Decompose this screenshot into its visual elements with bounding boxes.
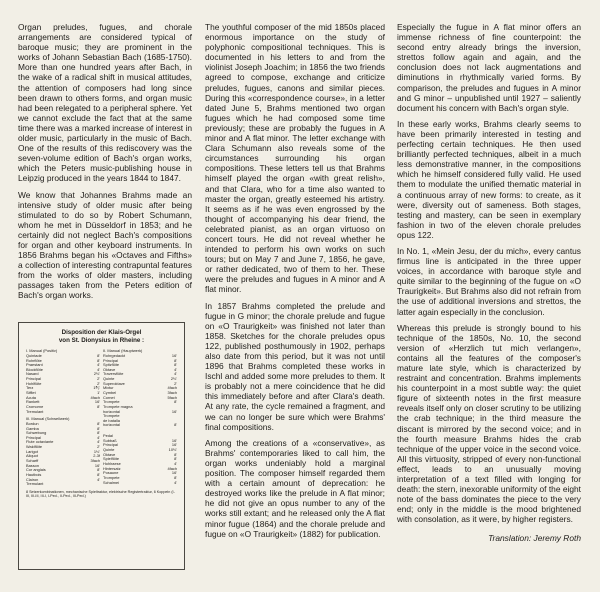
stop-name: Larigot bbox=[26, 449, 38, 454]
stop-pitch: 8' bbox=[97, 472, 100, 477]
stop-pitch: 4fach bbox=[167, 386, 177, 391]
stop-name: Principal bbox=[26, 435, 41, 440]
stop-name: Rohrflöte bbox=[26, 358, 42, 363]
disposition-title-line: von St. Dionysius in Rheine : bbox=[58, 336, 145, 344]
paragraph: In No. 1, «Mein Jesu, der du mich», every cantus firmus line is anticipated in the three upper voices, in accordance with baroque style and quite similar to the beginning of the fugue on «O Traurigkeit». But Brahms also did not refrain from the use of additional inversions and strettos, the latter again especially in the conclusion. bbox=[397, 245, 581, 317]
stop-name: Cromorne bbox=[26, 404, 44, 409]
stop-pitch: 1⅗' bbox=[93, 386, 100, 391]
stop-pitch: 8' bbox=[174, 452, 177, 457]
stop-name: Trompete bbox=[103, 414, 120, 419]
stop-pitch: 8' bbox=[174, 423, 177, 428]
stop-pitch: 4' bbox=[174, 372, 177, 377]
stop-pitch: 4' bbox=[97, 435, 100, 440]
stop-name: Hintersatz bbox=[103, 466, 121, 471]
text-column-right bbox=[397, 22, 581, 543]
stop-pitch: 4' bbox=[97, 367, 100, 372]
stop-pitch: 10⅔' bbox=[168, 448, 177, 453]
stop-name: Basson bbox=[26, 463, 39, 468]
stop-name: Principal bbox=[103, 358, 118, 363]
stop-name: Cornet bbox=[103, 395, 115, 400]
stop-name: Superoktave bbox=[103, 381, 125, 386]
stop-name: Cymbel bbox=[103, 391, 117, 395]
stop-pitch: 8' bbox=[97, 358, 100, 363]
paragraph: In 1857 Brahms completed the prelude and fugue in G minor; the chorale prelude and fugue on «O Traurigkeit» was finished not later than 1858. Sketches for the chorale preludes opus 122, published posthumously in 1902, perhaps also date from this period, but it was not until 1896 that Brahms completed these works in Ischl and added some more preludes to them. It is probably not a mere coincidence that he did this immediately before and after Clara's death. At any rate, the cycle remained a fragment, and we can no longer be sure which were Brahms' final compositions. bbox=[205, 300, 385, 432]
stop-name: Trompete bbox=[103, 475, 120, 480]
stop-name: Scharff bbox=[26, 459, 39, 464]
stop-pitch: 16' bbox=[171, 471, 177, 476]
text-column-middle bbox=[205, 22, 385, 545]
stop-pitch: 4' bbox=[174, 367, 177, 372]
stop-pitch: 2' bbox=[97, 381, 100, 386]
stop-name: Trompete bbox=[103, 400, 120, 405]
stop-pitch: 16' bbox=[171, 438, 177, 443]
stop-name: Principal bbox=[26, 377, 41, 382]
stop-name: Schalmei bbox=[103, 480, 120, 485]
stop-name: Flute octaviante bbox=[26, 440, 54, 445]
stop-pitch: 8' bbox=[174, 400, 177, 405]
stop-pitch: 16' bbox=[94, 463, 100, 468]
disposition-footnote: 8 Setzerkombinationen, mechanische Spieltraktur, elektrische Registertraktur, 6 Koppeln (I-III, III-III, III-I, I-Ped., II-Ped., III-Ped.) bbox=[26, 489, 175, 499]
stop-pitch: 2⅔' bbox=[170, 377, 177, 382]
stop-name: Oktave bbox=[103, 452, 116, 457]
stop-name: Tremulant bbox=[26, 482, 44, 487]
stop-pitch: 16' bbox=[94, 400, 100, 405]
stop-name: Subbaß bbox=[103, 438, 117, 443]
stop-pitch: 4fach bbox=[90, 395, 100, 400]
stop-name: Schwebung bbox=[26, 431, 47, 436]
stop-name: Nasard bbox=[26, 372, 39, 377]
stop-pitch: 16' bbox=[171, 353, 177, 358]
stop-name: Praestant bbox=[26, 363, 43, 368]
stop-name: Trompete magna bbox=[103, 404, 133, 409]
stop-pitch: 4' bbox=[97, 477, 100, 482]
paragraph: Organ preludes, fugues, and chorale arrangements are considered typical of baroque music; they are prominent in the works of Johann Sebastian Bach (1685-1750). More than one hundred years after Bach, in the wake of a radical shift in musical attitudes, the attention of composers had long since been drawn to others forms, and organ music had been relegated to a peripheral sphere. Yet we cannot exclude the fact that at the same time there was a marked increase of interest in older music, particularly in the music of Bach. One of the results of this rediscovery was the seven-volume edition of Bach's organ works, which the Peters music-publishing house in Leipzig produced in the years 1844 to 1847. bbox=[18, 22, 192, 184]
stop-name: Tremulant bbox=[26, 409, 44, 414]
text-column-left bbox=[18, 22, 192, 307]
stop-name: Terz bbox=[26, 386, 34, 391]
stop-name: horizontal bbox=[103, 409, 120, 414]
manual-heading: III. Manual (Schwellwerk) bbox=[26, 417, 70, 422]
stop-name: Posaune bbox=[103, 471, 119, 476]
stop-pitch: 8' bbox=[97, 421, 100, 426]
stop-name: Spielflöte bbox=[103, 457, 120, 462]
stop-name: Gamba bbox=[26, 426, 39, 431]
stop-name: Mixtur bbox=[103, 386, 114, 391]
stop-pitch: 1⅓' bbox=[93, 449, 100, 454]
stop-name: Bordun bbox=[26, 421, 39, 426]
stop-pitch: 3fach bbox=[90, 459, 100, 464]
stop-name: Quinte bbox=[103, 448, 115, 453]
stop-name: Aliquot bbox=[26, 454, 38, 459]
stop-pitch: 8' bbox=[97, 426, 100, 431]
paragraph: In these early works, Brahms clearly seems to have been primarily interested in testing and perfecting certain techniques. He then used brilliantly perfected techniques, albeit in a much less demonstrative manner, in the compositions which he himself considered fully valid. He used them to modulate the unified thematic material in a continuous array of new forms: to create, as it were, diversity out of sameness. Both stages, testing and mastery, can be seen in exemplary fashion in two of the eleven chorale preludes opus 122. bbox=[397, 118, 581, 240]
paragraph: The youthful composer of the mid 1850s placed enormous importance on the study of polyphonic compositional techniques. This is documented in his letters to and from the violinist Joseph Joachim; in 1856 the two friends agreed to compose, exchange and criticize preludes, fugues, canons and similar pieces. During this «correspondence course», in a letter dated June 5, Brahms mentioned two organ fugues which he had composed some time previously; these are probably the fugues in A minor and A flat minor. The letter exchange with Clara Schumann also reveals some of the circumstances surrounding his organ compositions. These letters tell us that Brahms himself played the organ «with great relish», and that Clara, who for a time also wanted to master the organ, greatly esteemed his artistry. It seems as if he was even engrossed by the thought of accompanying his dear friend, the celebrated pianist, as an organ virtuoso on concert tours. He did not reveal whether he intended to perform his own works on such tours; but on May 7 and June 7, 1856, he gave, or rather dedicated, two of them to her. These were the preludes and fugues in A minor and A flat minor. bbox=[205, 22, 385, 295]
stop-name: de batalla bbox=[103, 418, 120, 423]
stop-pitch: 2⅔' bbox=[93, 372, 100, 377]
stop-pitch: 1' bbox=[97, 391, 100, 395]
stop-pitch: 2' bbox=[174, 381, 177, 386]
stop-name: Quintade bbox=[26, 353, 42, 358]
stop-pitch: 5fach bbox=[167, 395, 177, 400]
stop-pitch: 16' bbox=[171, 443, 177, 448]
paragraph: We know that Johannes Brahms made an intensive study of older music after being stimulated to do so by Robert Schumann, whom he met in Düsseldorf in 1853; and he certainly did not neglect Bach's compositions for organ and other keyboard instruments. In 1856 Brahms began his «Octaves and Fifths» a collection of interesting contrapuntal features from the works of older masters, including passages taken from the Peters edition of Bach's organ works. bbox=[18, 189, 192, 301]
stop-pitch: 8' bbox=[97, 404, 100, 409]
stop-name: Oktave bbox=[103, 367, 116, 372]
disposition-column-left bbox=[26, 349, 100, 487]
stop-pitch: 2-3f bbox=[93, 454, 100, 459]
stop-pitch: 8' bbox=[97, 353, 100, 358]
stop-name: Hohlraese bbox=[103, 462, 121, 467]
stop-name: Spitzflöte bbox=[103, 363, 120, 368]
stop-name: Rankett bbox=[26, 400, 40, 405]
stop-pitch: 8' bbox=[174, 358, 177, 363]
organ-disposition-box bbox=[18, 322, 185, 570]
stop-pitch: 8' bbox=[97, 468, 100, 473]
stop-pitch: 4' bbox=[174, 462, 177, 467]
stop-name: Traversflöte bbox=[103, 372, 124, 377]
translator-credit: Translation: Jeremy Roth bbox=[488, 532, 581, 543]
stop-pitch: 8' bbox=[97, 431, 100, 436]
disposition-column-right bbox=[103, 349, 177, 487]
stop-pitch: 2' bbox=[97, 445, 100, 450]
stop-name: Quinte bbox=[103, 377, 115, 382]
stop-pitch: 4fach bbox=[167, 466, 177, 471]
organ-stop bbox=[26, 482, 100, 487]
disposition-title bbox=[26, 329, 177, 344]
stop-pitch: 8' bbox=[174, 475, 177, 480]
stop-name: Principal bbox=[103, 443, 118, 448]
disposition-title-line: Disposition der Klais-Orgel bbox=[61, 329, 142, 336]
stop-pitch bbox=[98, 410, 100, 415]
organ-stop bbox=[103, 481, 177, 486]
manual-heading: II. Manual (Hauptwerk) bbox=[103, 349, 143, 354]
paragraph: Among the creations of a «conservative», as Brahms' contemporaries liked to call him, the organ works undeniably hold a marginal position. The composer himself regarded them with a certain amount of deprecation: he destroyed works like the prelude in A flat minor; he did not give an opus number to any of the works still extant; and he released only the A flat minor fugue (1864) and the chorale prelude and fugue on «O Traurigkeit» (1882) for publication. bbox=[205, 437, 385, 539]
stop-pitch: 2' bbox=[97, 377, 100, 382]
stop-name: Acuta bbox=[26, 395, 36, 400]
stop-name: Hautbois bbox=[26, 472, 42, 477]
stop-pitch: 4' bbox=[97, 363, 100, 368]
paragraph: Especially the fugue in A flat minor offers an immense richness of fine counterpoint: the second entry already brings the inversion, strettos follow again and again, and the conclusion does not lack augmentations and diminutions in rhythmically varied forms. By comparison, the preludes and fugues in A minor and G minor – unpublished until 1927 – saliently document his concern with Bach's organ style. bbox=[397, 22, 581, 113]
paragraph: Whereas this prelude is strongly bound to his technique of the 1850s, No. 10, the second version of «Herzlich tut mich verlangen», contains all the features of the composer's mature late style, which is characterized by restraint and concentration. Brahms implements his counterpoint in a most subtle way: the quiet figure of sixteenth notes in the first measure reveals itself only on closer scrutiny to be utilizing the crab technique; in the third measure the discant is mirrored by the second voice; and in the fourth measure Brahms hides the crab technique of the upper voice in the second voice. All this virtuosity, stripped of every non-functional effect, leads to an unusually moving interpretation of a text filled with longing for death: the stern, inexorable uniformity of the eight note of the bass dominates the piece to the very end; only in the middle is the mood brightened with consolation, as it were, by higher registers. bbox=[397, 322, 581, 525]
stop-pitch bbox=[98, 482, 100, 487]
stop-pitch: 4' bbox=[174, 480, 177, 485]
stop-name: Blockflöte bbox=[26, 367, 43, 372]
stop-name: Hohlflöte bbox=[26, 381, 42, 386]
manual-heading: Pedal bbox=[103, 434, 113, 439]
stop-pitch: 8' bbox=[174, 363, 177, 368]
stop-name: Rohrgedackt bbox=[103, 353, 126, 358]
stop-name: Waldflöte bbox=[26, 445, 43, 450]
stop-pitch: 8' bbox=[174, 457, 177, 462]
stop-pitch: 3fach bbox=[167, 391, 177, 395]
stop-name: Cor anglais bbox=[26, 468, 46, 473]
stop-name: horizontal bbox=[103, 423, 120, 428]
manual-heading: I. Manual (Positiv) bbox=[26, 349, 58, 354]
stop-name: Sifflet bbox=[26, 391, 36, 395]
stop-pitch: 16' bbox=[171, 409, 177, 414]
stop-pitch: 4' bbox=[97, 440, 100, 445]
stop-name: Clairon bbox=[26, 477, 39, 482]
